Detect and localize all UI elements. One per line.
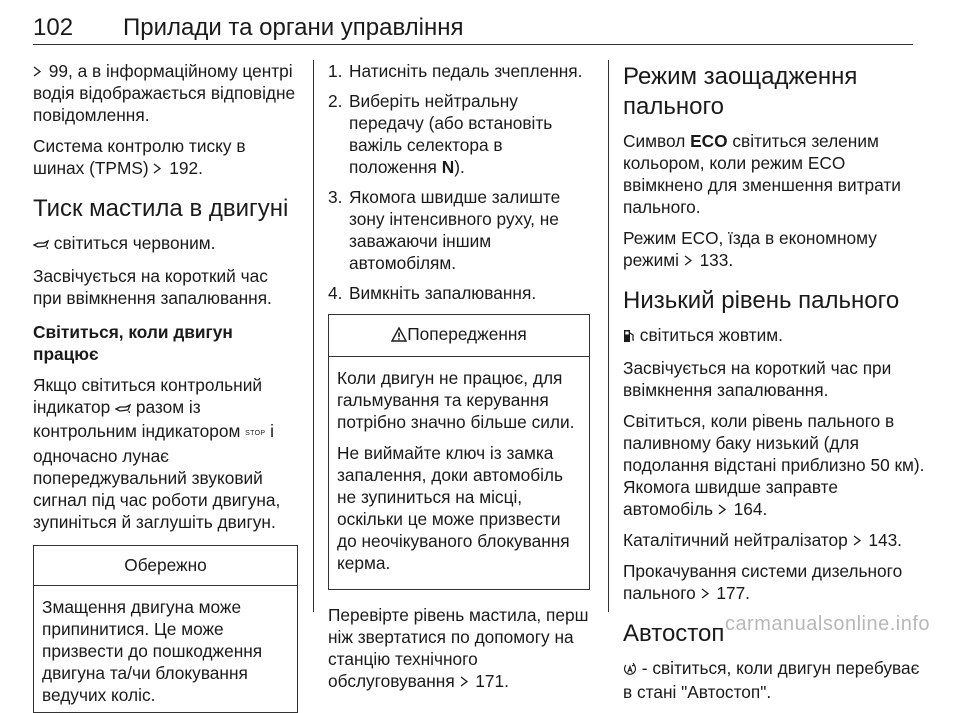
step-number: 2. xyxy=(328,91,343,111)
paragraph-text: Символ xyxy=(623,131,691,151)
step-text: Виберіть нейтральну передачу (або встановіть важіль селектора в положення xyxy=(349,91,553,177)
stop-indicator-icon: STOP xyxy=(245,430,266,437)
list-item xyxy=(328,186,590,274)
paragraph-text: 133. xyxy=(694,250,734,270)
paragraph xyxy=(623,657,928,703)
warning-box xyxy=(328,314,590,590)
column-2 xyxy=(328,60,590,701)
steps-list xyxy=(328,60,590,304)
paragraph-text: 99, а в інформаційному центрі водія відображається відповідне повідомлення. xyxy=(33,61,296,125)
subheading-engine-running: Світиться, коли двигун працює xyxy=(33,322,233,364)
section-heading-low-fuel: Низький рівень пального xyxy=(623,287,900,314)
paragraph xyxy=(33,60,298,126)
paragraph xyxy=(623,560,928,604)
paragraph: Засвічується на короткий час при ввімкнення запалювання. xyxy=(33,266,272,308)
page-title: Прилади та органи управління xyxy=(123,14,464,41)
caution-box xyxy=(33,545,298,713)
oil-can-icon xyxy=(115,398,131,420)
warning-body xyxy=(329,357,589,589)
step-text: Вимкніть запалювання. xyxy=(349,283,537,303)
oil-can-icon xyxy=(33,234,49,256)
paragraph-text: Прокачування системи дизельного пального xyxy=(623,561,903,603)
paragraph xyxy=(33,135,298,179)
paragraph: Не виймайте ключ із замка запалення, доки автомобіль не зупиниться на місці, оскільки це може призвести до неочікуваного блокування керма. xyxy=(337,443,570,573)
page-reference-arrow-icon xyxy=(718,504,726,515)
paragraph-text: світиться червоним. xyxy=(49,233,216,253)
autostop-icon xyxy=(623,659,637,681)
paragraph-text: - світиться, коли двигун перебуває в стані "Автостоп". xyxy=(623,658,920,702)
paragraph: Засвічується на короткий час при ввімкнення запалювання. xyxy=(623,358,892,400)
paragraph xyxy=(623,529,928,551)
eco-symbol: ECO xyxy=(690,131,728,151)
column-divider xyxy=(313,60,314,612)
paragraph: Коли двигун не працює, для гальмування та керування потрібно значно більше сили. xyxy=(337,368,575,432)
warning-title: Попередження xyxy=(407,324,527,344)
paragraph-text: Якщо світиться контрольний індикатор xyxy=(33,375,263,417)
section-heading-eco: Режим заощадження пального xyxy=(623,63,858,120)
column-divider xyxy=(608,60,609,612)
paragraph xyxy=(33,374,298,533)
step-text: ). xyxy=(454,157,465,177)
page-reference-arrow-icon xyxy=(33,66,41,77)
page-header xyxy=(33,8,913,45)
page-reference-arrow-icon xyxy=(853,535,861,546)
page-reference-arrow-icon xyxy=(684,255,692,266)
paragraph xyxy=(623,324,928,348)
paragraph-text: Режим ECO, їзда в економному режимі xyxy=(623,228,877,270)
paragraph xyxy=(328,604,590,692)
watermark: carmanualsonline.info xyxy=(724,613,930,635)
page-number: 102 xyxy=(33,14,74,41)
list-item xyxy=(328,282,590,304)
list-item xyxy=(328,90,590,178)
column-1 xyxy=(33,60,298,713)
paragraph-text: Система контролю тиску в шинах (TPMS) xyxy=(33,136,246,178)
fuel-pump-icon xyxy=(623,326,635,348)
paragraph-text: Світиться, коли рівень пального в паливному баку низький (для подолання відстані приблизно 50 км). Якомога швидше заправте автомобіль xyxy=(623,411,925,519)
paragraph-text: і одночасно лунає попереджувальний звуковий сигнал під час роботи двигуна, зупиніться й заглушіть двигун. xyxy=(33,421,281,532)
section-heading-oil-pressure: Тиск мастила в двигуні xyxy=(33,195,289,222)
paragraph-text: 164. xyxy=(728,499,768,519)
paragraph xyxy=(623,410,928,520)
paragraph xyxy=(33,232,298,256)
list-item xyxy=(328,60,590,82)
caution-text: Змащення двигуна може припинитися. Це може призвести до пошкодження двигуна та/чи блокування ведучих коліс. xyxy=(42,597,263,705)
step-text-bold: N xyxy=(441,157,455,177)
warning-header xyxy=(329,315,589,357)
page-reference-arrow-icon xyxy=(153,163,161,174)
paragraph-text: Перевірте рівень мастила, перш ніж звертатися по допомогу на станцію технічного обслуговування xyxy=(328,605,589,691)
paragraph xyxy=(623,227,928,271)
step-number: 1. xyxy=(328,61,343,81)
step-number: 4. xyxy=(328,283,343,303)
section-heading-autostop: Автостоп xyxy=(623,620,725,647)
paragraph-text: 143. xyxy=(863,530,902,550)
paragraph-text: світиться зеленим кольором, коли режим ECO ввімкнено для зменшення витрати пального. xyxy=(623,131,901,217)
page-reference-arrow-icon xyxy=(701,588,709,599)
step-text: Натисніть педаль зчеплення. xyxy=(349,61,583,81)
paragraph-text: Каталітичний нейтралізатор xyxy=(623,530,853,550)
paragraph xyxy=(623,130,928,218)
paragraph-text: разом із контрольним індикатором xyxy=(33,397,246,441)
caution-title: Обережно xyxy=(34,546,297,586)
page-reference-arrow-icon xyxy=(460,676,468,687)
paragraph-text: 171. xyxy=(470,671,509,691)
step-text: Якомога швидше залиште зону інтенсивного руху, не заважаючи іншим автомобілям. xyxy=(349,187,561,273)
paragraph-text: 192. xyxy=(164,158,203,178)
warning-triangle-icon xyxy=(391,325,407,347)
paragraph-text: світиться жовтим. xyxy=(635,325,783,345)
step-number: 3. xyxy=(328,187,343,207)
paragraph-text: 177. xyxy=(711,583,750,603)
